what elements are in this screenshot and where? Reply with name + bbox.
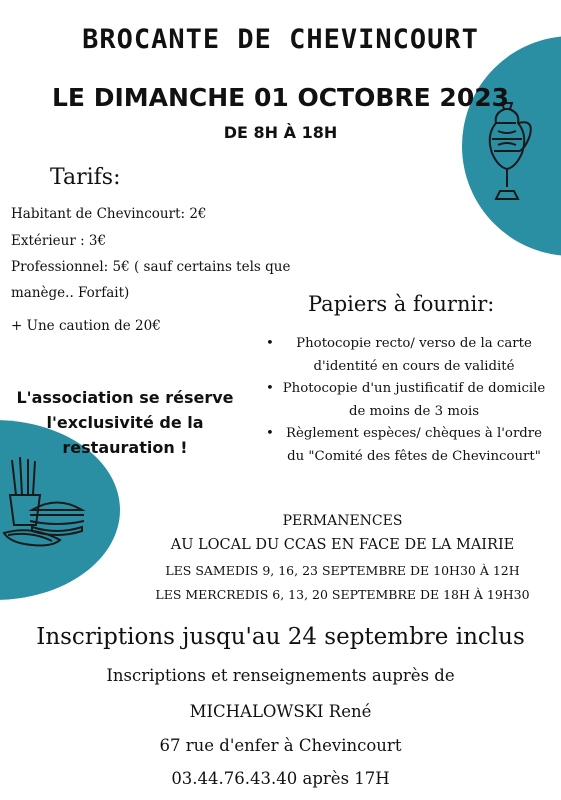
list-item: • Photocopie recto/ verso de la carte d'identité en cours de validité xyxy=(262,333,552,378)
permanences-heading: PERMANENCES xyxy=(282,513,403,529)
amphora-vase-icon xyxy=(472,95,542,215)
event-date: LE DIMANCHE 01 OCTOBRE 2023 xyxy=(51,83,510,112)
association-note-line: L'association se réserve xyxy=(16,388,234,407)
page-title: BROCANTE DE CHEVINCOURT xyxy=(82,24,479,55)
permanences-location: AU LOCAL DU CCAS EN FACE DE LA MAIRIE xyxy=(170,537,515,553)
list-item: • Photocopie d'un justificatif de domicile de moins de 3 mois xyxy=(262,378,552,423)
association-note xyxy=(0,385,250,460)
contact-name: MICHALOWSKI René xyxy=(189,702,372,721)
papers-list xyxy=(262,333,552,468)
permanences-wednesdays: LES MERCREDIS 6, 13, 20 SEPTEMBRE DE 18H À 19H30 xyxy=(155,587,530,602)
tarif-line: Professionnel: 5€ ( sauf certains tels que xyxy=(11,259,291,275)
tarif-line: + Une caution de 20€ xyxy=(11,318,161,334)
contact-address: 67 rue d'enfer à Chevincourt xyxy=(159,736,402,755)
event-hours: DE 8H À 18H xyxy=(223,123,338,142)
fries-burger-hotdog-icon xyxy=(2,455,102,550)
association-note-line: l'exclusivité de la xyxy=(46,413,204,432)
tarif-line: manège.. Forfait) xyxy=(11,285,130,301)
permanences-saturdays: LES SAMEDIS 9, 16, 23 SEPTEMBRE DE 10H30 À 12H xyxy=(165,563,520,578)
association-note-line: restauration ! xyxy=(62,438,188,457)
contact-intro: Inscriptions et renseignements auprès de xyxy=(106,666,455,685)
registration-deadline: Inscriptions jusqu'au 24 septembre inclus xyxy=(36,624,525,650)
list-item: • Règlement espèces/ chèques à l'ordre du "Comité des fêtes de Chevincourt" xyxy=(262,423,552,468)
contact-phone: 03.44.76.43.40 après 17H xyxy=(171,769,390,788)
tarifs-heading: Tarifs: xyxy=(50,165,121,190)
tarif-line: Extérieur : 3€ xyxy=(11,233,107,249)
papers-heading: Papiers à fournir: xyxy=(308,292,495,316)
tarif-line: Habitant de Chevincourt: 2€ xyxy=(11,206,207,222)
